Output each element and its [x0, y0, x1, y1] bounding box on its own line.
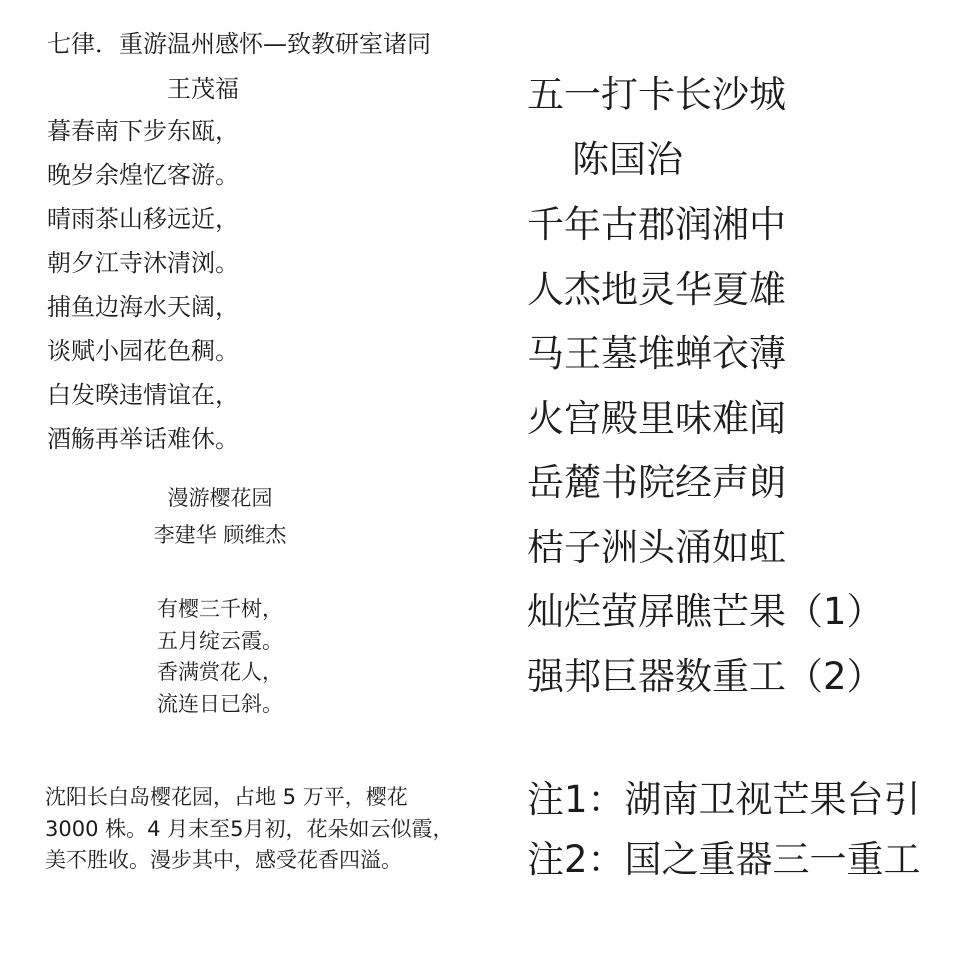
poem-line: 千年古郡润湘中: [527, 203, 786, 246]
poem-line: 朝夕江寺沐清浏。: [47, 249, 239, 277]
note-paragraph: 沈阳长白岛樱花园，占地 5 万平，樱花3000 株。4 月末至5月初，花朵如云似霞，美不胜收。漫步其中，感受花香四溢。: [45, 785, 454, 872]
poem-line: 白发暌违情谊在，: [47, 381, 239, 409]
footnote: 注1：湖南卫视芒果台引: [527, 778, 921, 821]
poem-line: 捕鱼边海水天阔，: [47, 293, 239, 321]
footnotes: [527, 775, 960, 895]
poem-line: 酒觞再举话难休。: [47, 425, 239, 453]
poem-line: 晚岁余煌忆客游。: [47, 161, 239, 189]
poem-line: 岳麓书院经声朗: [527, 461, 786, 504]
poem-line: 有樱三千树，: [157, 597, 283, 621]
poem2-lines: [100, 593, 340, 719]
poem3-author: 陈国治: [572, 138, 683, 181]
poem3-lines: [527, 200, 884, 716]
footnote: 注2：国之重器三一重工: [527, 838, 921, 881]
poem1-author: 王茂福: [167, 75, 239, 103]
poem-line: 桔子洲头涌如虹: [527, 525, 786, 569]
poem3-title: 五一打卡长沙城: [527, 73, 786, 116]
poem-line: 香满赏花人，: [157, 660, 283, 684]
poem-line: 灿烂萤屏瞧芒果（1）: [527, 590, 884, 633]
poem-line: 五月绽云霞。: [157, 628, 283, 653]
poem-line: 强邦巨器数重工（2）: [527, 654, 884, 698]
poem-line: 谈赋小园花色稠。: [47, 337, 239, 365]
poem-line: 暮春南下步东瓯，: [47, 117, 239, 145]
poem-line: 人杰地灵华夏雄: [527, 267, 786, 311]
poem-line: 火宫殿里味难闻: [527, 396, 786, 440]
poem2-title: 漫游樱花园: [167, 486, 273, 510]
poem-line: 晴雨茶山移远近，: [47, 205, 239, 233]
poem2-authors: 李建华 顾维杰: [153, 523, 287, 547]
poem1-lines: [47, 113, 239, 465]
poem-line: 流连日已斜。: [157, 691, 283, 716]
poem-line: 马王墓堆蝉衣薄: [527, 332, 786, 375]
poem1-title: 七律．重游温州感怀—致教研室诸同: [47, 30, 431, 58]
